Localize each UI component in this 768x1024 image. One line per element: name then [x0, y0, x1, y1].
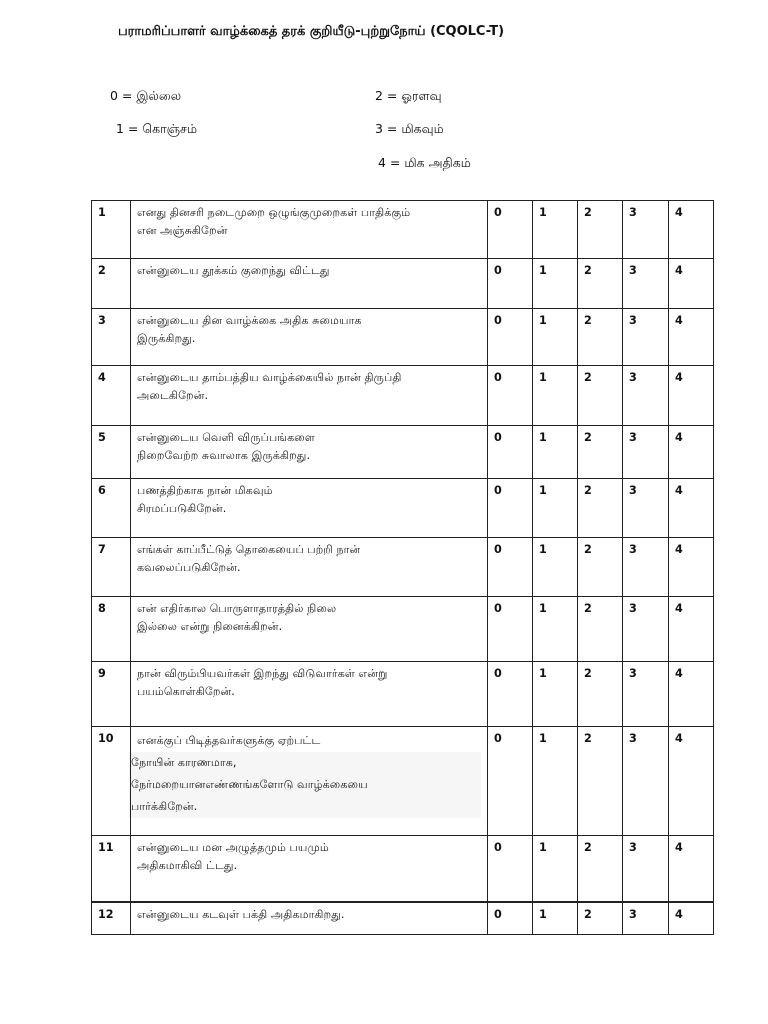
rating-option-4[interactable]: 4: [669, 201, 714, 259]
question-number: 2: [92, 259, 131, 309]
question-row: [92, 902, 714, 935]
questionnaire-table: [91, 200, 714, 935]
rating-option-3[interactable]: 3: [623, 662, 669, 727]
rating-option-3[interactable]: 3: [623, 727, 669, 836]
rating-option-2[interactable]: 2: [578, 259, 623, 309]
rating-option-4[interactable]: 4: [669, 479, 714, 538]
rating-option-3[interactable]: 3: [623, 259, 669, 309]
statement-line: எங்கள் காப்பீட்டுத் தொகையைப் பற்றி நான்: [137, 543, 361, 556]
statement-line: எனது தினசரி நடைமுறை ஒழுங்குமுறைகள் பாதிக்கும்: [137, 206, 411, 219]
statement-line: என அஞ்சுகிறேன்: [137, 224, 228, 237]
rating-option-3[interactable]: 3: [623, 309, 669, 366]
statement-line: பணத்திற்காக நான் மிகவும்: [137, 484, 273, 497]
rating-option-2[interactable]: 2: [578, 426, 623, 479]
question-number: 11: [92, 836, 131, 902]
question-number: 4: [92, 366, 131, 426]
rating-option-1[interactable]: 1: [533, 309, 578, 366]
statement-line: என்னுடைய தாம்பத்திய வாழ்க்கையில் நான் திருப்தி: [137, 371, 402, 384]
rating-option-3[interactable]: 3: [623, 538, 669, 597]
rating-option-1[interactable]: 1: [533, 201, 578, 259]
question-row: [92, 201, 714, 259]
statement-line: என்னுடைய தின வாழ்க்கை அதிக சுமையாக: [137, 314, 362, 327]
rating-option-2[interactable]: 2: [578, 201, 623, 259]
rating-option-3[interactable]: 3: [623, 597, 669, 662]
rating-option-0[interactable]: 0: [488, 662, 533, 727]
rating-option-0[interactable]: 0: [488, 426, 533, 479]
rating-option-1[interactable]: 1: [533, 902, 578, 935]
rating-option-3[interactable]: 3: [623, 836, 669, 902]
rating-option-4[interactable]: 4: [669, 309, 714, 366]
question-row: [92, 538, 714, 597]
statement-line: பார்க்கிறேன்.: [129, 796, 481, 818]
question-row: [92, 727, 714, 836]
rating-option-0[interactable]: 0: [488, 201, 533, 259]
rating-option-3[interactable]: 3: [623, 426, 669, 479]
rating-option-1[interactable]: 1: [533, 366, 578, 426]
question-number: 8: [92, 597, 131, 662]
rating-option-2[interactable]: 2: [578, 597, 623, 662]
question-row: [92, 309, 714, 366]
rating-option-1[interactable]: 1: [533, 538, 578, 597]
rating-option-0[interactable]: 0: [488, 727, 533, 836]
rating-option-1[interactable]: 1: [533, 479, 578, 538]
rating-option-4[interactable]: 4: [669, 597, 714, 662]
rating-option-3[interactable]: 3: [623, 201, 669, 259]
statement-line: என்னுடைய தூக்கம் குறைந்து விட்டது: [137, 264, 330, 277]
rating-option-0[interactable]: 0: [488, 836, 533, 902]
rating-option-3[interactable]: 3: [623, 902, 669, 935]
rating-option-4[interactable]: 4: [669, 366, 714, 426]
statement-line: என்னுடைய மன அழுத்தமும் பயமும்: [137, 841, 329, 854]
scale-2-label: 2 = ஓரளவு: [375, 88, 442, 103]
rating-option-3[interactable]: 3: [623, 479, 669, 538]
scale-4-label: 4 = மிக அதிகம்: [378, 155, 471, 170]
question-row: [92, 597, 714, 662]
statement-line: சிரமப்படுகிறேன்.: [137, 502, 227, 515]
rating-option-1[interactable]: 1: [533, 597, 578, 662]
rating-option-4[interactable]: 4: [669, 426, 714, 479]
rating-option-2[interactable]: 2: [578, 309, 623, 366]
question-number: 3: [92, 309, 131, 366]
question-row: [92, 259, 714, 309]
question-statement: [131, 426, 488, 479]
question-number: 7: [92, 538, 131, 597]
rating-option-0[interactable]: 0: [488, 309, 533, 366]
rating-option-4[interactable]: 4: [669, 538, 714, 597]
page-title: பராமரிப்பாளர் வாழ்க்கைத் தரக் குறியீடு-புற்றுநோய் (CQOLC-T): [118, 24, 505, 39]
statement-line: நேர்மறையானஎண்ணங்களோடு வாழ்க்கையை: [129, 774, 481, 796]
question-number: 10: [92, 727, 131, 836]
rating-option-2[interactable]: 2: [578, 836, 623, 902]
question-statement: [131, 727, 488, 836]
question-row: [92, 366, 714, 426]
question-statement: [131, 538, 488, 597]
question-row: [92, 836, 714, 902]
rating-option-0[interactable]: 0: [488, 259, 533, 309]
rating-option-3[interactable]: 3: [623, 366, 669, 426]
question-statement: [131, 366, 488, 426]
rating-option-4[interactable]: 4: [669, 259, 714, 309]
rating-option-2[interactable]: 2: [578, 662, 623, 727]
statement-line: கவலைப்படுகிறேன்.: [137, 561, 241, 574]
statement-line: என்னுடைய கடவுள் பக்தி அதிகமாகிறது.: [137, 907, 345, 921]
question-number: 12: [92, 902, 131, 935]
rating-option-4[interactable]: 4: [669, 727, 714, 836]
scale-3-label: 3 = மிகவும்: [375, 121, 444, 136]
statement-line: பயம்கொள்கிறேன்.: [137, 685, 235, 698]
rating-option-2[interactable]: 2: [578, 366, 623, 426]
question-row: [92, 479, 714, 538]
rating-option-4[interactable]: 4: [669, 662, 714, 727]
rating-option-0[interactable]: 0: [488, 902, 533, 935]
statement-line: நான் விரும்பியவர்கள் இறந்து விடுவார்கள் என்று: [137, 667, 388, 680]
statement-line: அதிகமாகிவி ட்டது.: [137, 859, 238, 872]
rating-option-1[interactable]: 1: [533, 426, 578, 479]
statement-line: நோயின் காரணமாக,: [129, 752, 481, 774]
rating-option-1[interactable]: 1: [533, 259, 578, 309]
rating-option-4[interactable]: 4: [669, 836, 714, 902]
rating-option-2[interactable]: 2: [578, 727, 623, 836]
scale-0-label: 0 = இல்லை: [110, 88, 182, 103]
rating-option-1[interactable]: 1: [533, 662, 578, 727]
rating-option-2[interactable]: 2: [578, 479, 623, 538]
question-statement: [131, 597, 488, 662]
question-row: [92, 426, 714, 479]
question-statement: [131, 259, 488, 309]
statement-line: இருக்கிறது.: [137, 332, 196, 345]
rating-option-1[interactable]: 1: [533, 836, 578, 902]
question-statement: [131, 479, 488, 538]
statement-line: என்னுடைய வெளி விருப்பங்களை: [137, 431, 315, 444]
scale-1-label: 1 = கொஞ்சம்: [116, 121, 198, 136]
question-statement: [131, 201, 488, 259]
statement-line: எனக்குப் பிடித்தவர்களுக்கு ஏற்பட்ட: [137, 734, 321, 747]
rating-option-2[interactable]: 2: [578, 902, 623, 935]
question-statement: [131, 902, 488, 935]
rating-option-2[interactable]: 2: [578, 538, 623, 597]
statement-line: என் எதிர்கால பொருளாதாரத்தில் நிலை: [137, 602, 337, 615]
question-number: 9: [92, 662, 131, 727]
rating-option-0[interactable]: 0: [488, 597, 533, 662]
question-statement: [131, 662, 488, 727]
statement-line: நிறைவேற்ற சுவாலாக இருக்கிறது.: [137, 449, 311, 462]
question-row: [92, 662, 714, 727]
statement-line: அடைகிறேன்.: [137, 389, 209, 402]
rating-option-1[interactable]: 1: [533, 727, 578, 836]
statement-line: இல்லை என்று நினைக்கிறன்.: [137, 620, 283, 633]
question-number: 1: [92, 201, 131, 259]
question-number: 6: [92, 479, 131, 538]
rating-option-0[interactable]: 0: [488, 479, 533, 538]
rating-option-0[interactable]: 0: [488, 538, 533, 597]
question-statement: [131, 836, 488, 902]
question-number: 5: [92, 426, 131, 479]
rating-option-0[interactable]: 0: [488, 366, 533, 426]
question-statement: [131, 309, 488, 366]
rating-option-4[interactable]: 4: [669, 902, 714, 935]
